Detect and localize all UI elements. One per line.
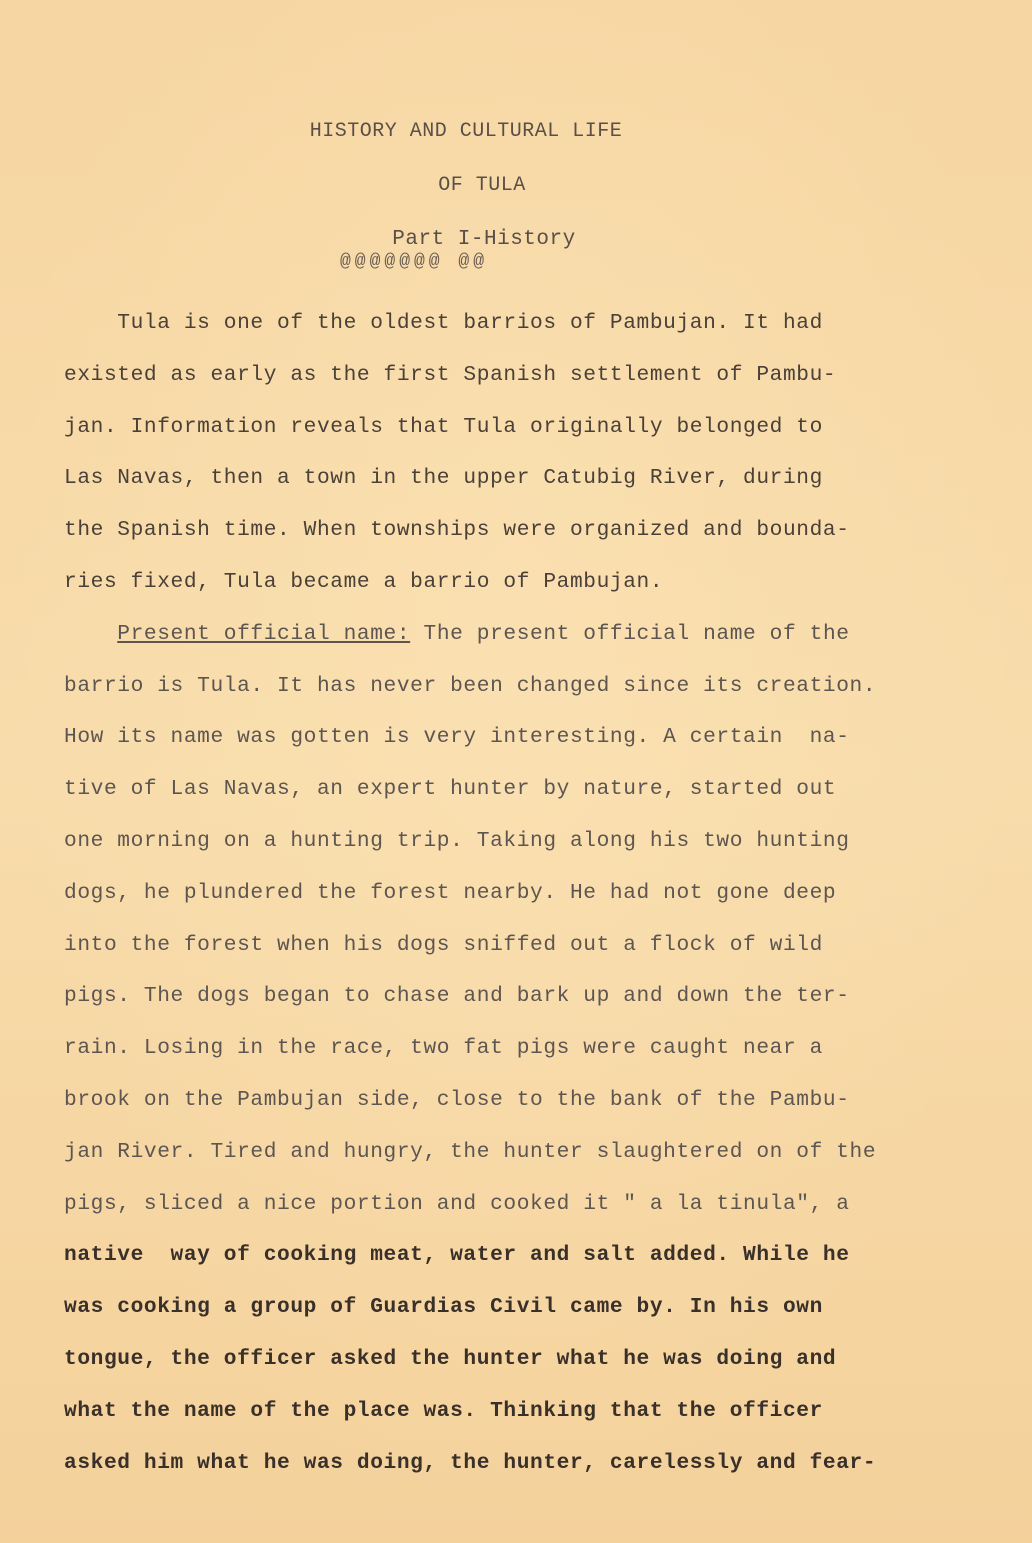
text-line: brook on the Pambujan side, close to the bank of the Pambu- [64,1087,850,1112]
text-line: asked him what he was doing, the hunter, carelessly and fear- [64,1450,877,1475]
text-line: existed as early as the first Spanish settlement of Pambu- [64,362,837,387]
document-title: HISTORY AND CULTURAL LIFE [309,120,623,143]
document-title-line2: OF TULA [438,174,526,197]
text-segment: The present official name of the [410,621,850,646]
text-line: How its name was gotten is very interesting. A certain na- [64,725,850,750]
section-subtitle: Part I-History [392,228,576,251]
text-line: ries fixed, Tula became a barrio of Pambujan. [64,569,664,594]
text-line: pigs. The dogs began to chase and bark up and down the ter- [64,984,850,1009]
text-line: tive of Las Navas, an expert hunter by nature, started out [64,777,837,802]
text-line: was cooking a group of Guardias Civil came by. In his own [64,1295,823,1320]
text-line: dogs, he plundered the forest nearby. He had not gone deep [64,880,837,905]
text-line: tongue, the officer asked the hunter what he was doing and [64,1346,837,1371]
decorative-divider: @@@@@@@ @@ [340,252,489,272]
text-line: Tula is one of the oldest barrios of Pambujan. It had [64,311,823,335]
section-label: Present official name: [117,621,411,646]
text-line: one morning on a hunting trip. Taking along his two hunting [64,828,850,853]
text-line: jan River. Tired and hungry, the hunter slaughtered on of the [64,1139,877,1164]
text-line: Las Navas, then a town in the upper Catubig River, during [64,466,823,491]
text-line: into the forest when his dogs sniffed out a flock of wild [64,932,823,957]
text-line: the Spanish time. When townships were organized and bounda- [64,518,850,543]
text-line [64,609,984,661]
text-line: native way of cooking meat, water and salt added. While he [64,1243,850,1268]
text-line: jan. Information reveals that Tula originally belonged to [64,414,823,439]
text-line: pigs, sliced a nice portion and cooked it " a la tinula", a [64,1191,850,1216]
text-line: barrio is Tula. It has never been changed since its creation. [64,673,877,698]
text-line: rain. Losing in the race, two fat pigs were caught near a [64,1036,823,1061]
text-line: what the name of the place was. Thinking that the officer [64,1398,823,1423]
body-text [64,298,984,1489]
